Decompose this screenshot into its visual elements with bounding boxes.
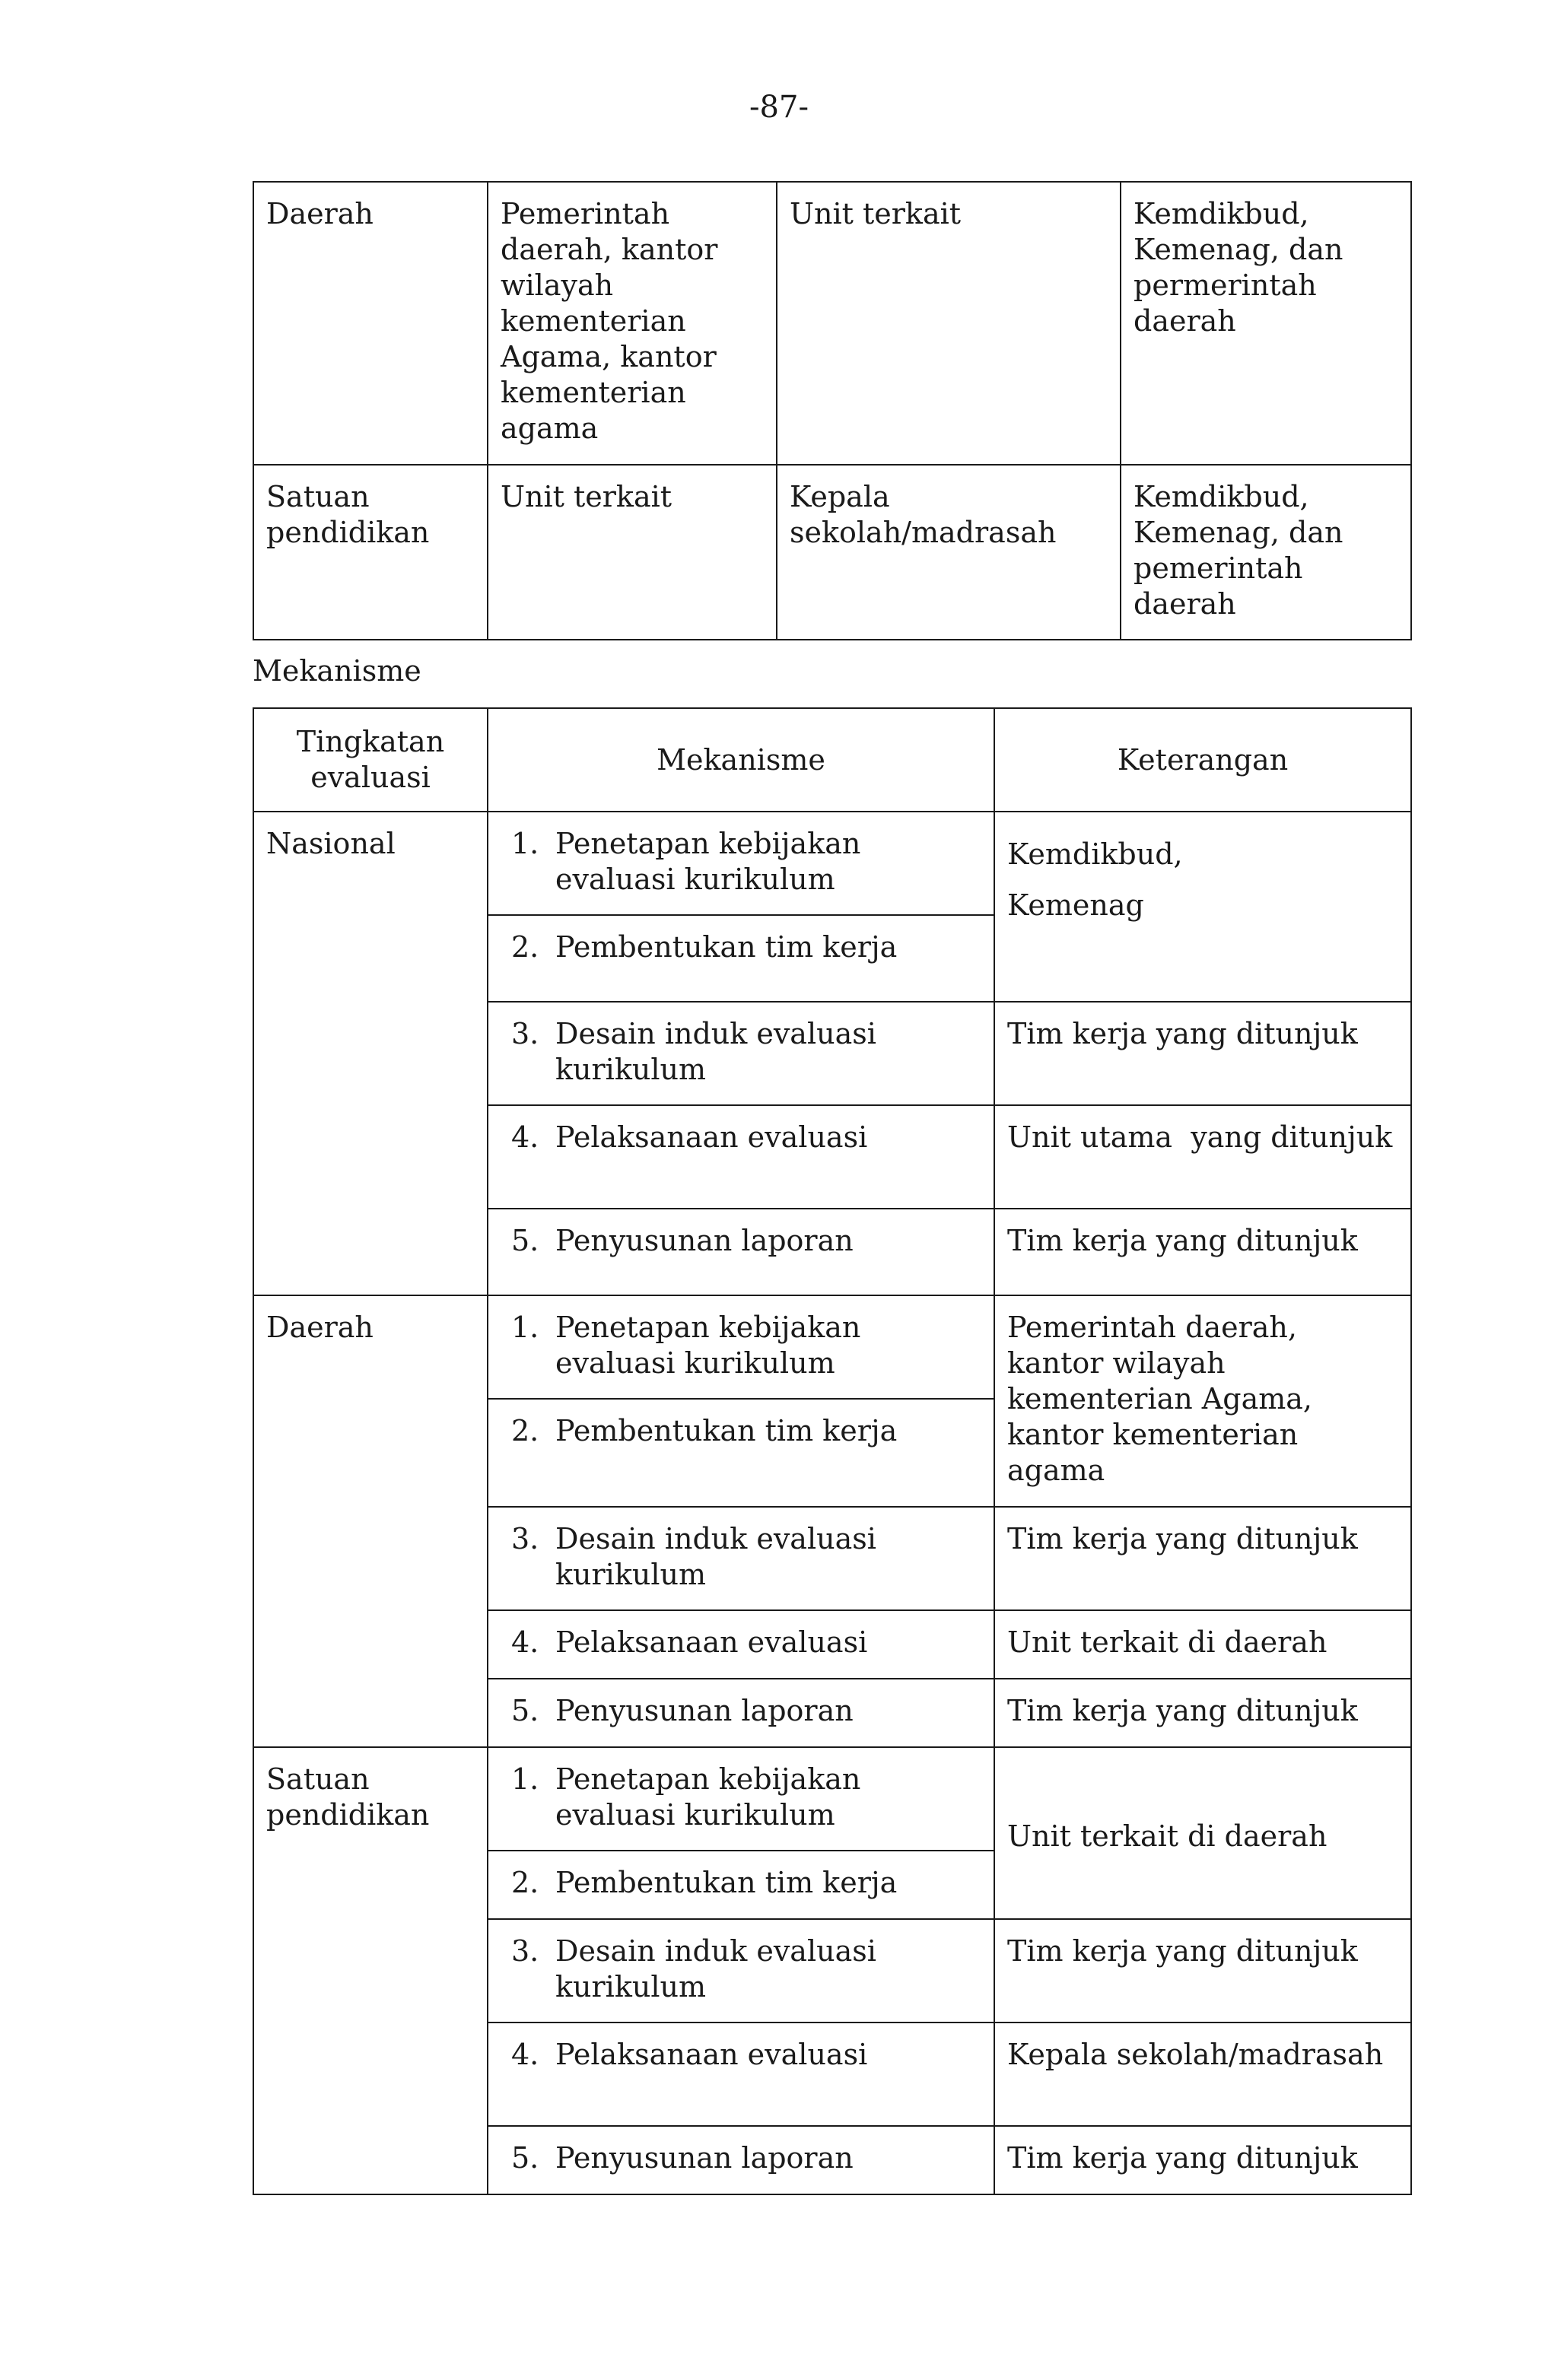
note-cell: Kepala sekolah/madrasah xyxy=(994,2023,1411,2126)
step-number: 1. xyxy=(511,1762,539,1796)
note-cell: Tim kerja yang ditunjuk xyxy=(994,1002,1411,1105)
table-cell: Unit terkait xyxy=(777,182,1121,465)
step-text: Penyusunan laporan xyxy=(555,1694,854,1727)
table-cell: Kemdikbud, Kemenag, dan pemerintah daerah xyxy=(1121,465,1411,640)
step-number: 3. xyxy=(511,1522,539,1555)
step-text: Penetapan kebijakan evaluasi kurikulum xyxy=(555,1311,861,1380)
step-text: Penetapan kebijakan evaluasi kurikulum xyxy=(555,827,861,896)
table-cell: Kemdikbud, Kemenag, dan permerintah daerah xyxy=(1121,182,1411,465)
step-number: 2. xyxy=(511,930,539,964)
note-text: Kemdikbud, xyxy=(1007,837,1183,871)
step-text: Penetapan kebijakan evaluasi kurikulum xyxy=(555,1762,861,1832)
step-text: Penyusunan laporan xyxy=(555,2141,854,2175)
column-header: Keterangan xyxy=(994,708,1411,812)
table-row xyxy=(253,812,1411,915)
step-text: Pembentukan tim kerja xyxy=(555,1414,898,1447)
step-number: 4. xyxy=(511,1625,539,1659)
note-cell: Tim kerja yang ditunjuk xyxy=(994,1209,1411,1295)
step-number: 3. xyxy=(511,1017,539,1050)
step-cell xyxy=(488,2023,994,2126)
step-cell xyxy=(488,915,994,1002)
note-text: Kemenag xyxy=(1007,888,1144,922)
level-cell: Daerah xyxy=(253,1295,488,1747)
responsibility-table xyxy=(253,181,1412,640)
step-number: 5. xyxy=(511,1224,539,1257)
step-cell xyxy=(488,1851,994,1919)
column-header: Mekanisme xyxy=(488,708,994,812)
table-cell: Satuan pendidikan xyxy=(253,465,488,640)
step-text: Pembentukan tim kerja xyxy=(555,1866,898,1899)
step-text: Pembentukan tim kerja xyxy=(555,930,898,964)
table-row xyxy=(253,465,1411,640)
note-cell: Tim kerja yang ditunjuk xyxy=(994,1679,1411,1747)
column-header: Tingkatan evaluasi xyxy=(253,708,488,812)
table-cell: Kepala sekolah/madrasah xyxy=(777,465,1121,640)
step-text: Pelaksanaan evaluasi xyxy=(555,1625,868,1659)
table-header-row xyxy=(253,708,1411,812)
step-number: 4. xyxy=(511,1120,539,1154)
step-number: 2. xyxy=(511,1414,539,1447)
note-cell: Unit terkait di daerah xyxy=(994,1747,1411,1919)
step-number: 2. xyxy=(511,1866,539,1899)
step-number: 3. xyxy=(511,1934,539,1968)
step-cell xyxy=(488,1919,994,2023)
table-row xyxy=(253,1747,1411,1851)
step-text: Penyusunan laporan xyxy=(555,1224,854,1257)
note-cell: Tim kerja yang ditunjuk xyxy=(994,2126,1411,2194)
note-cell: Pemerintah daerah, kantor wilayah kementerian Agama, kantor kementerian agama xyxy=(994,1295,1411,1507)
step-text: Pelaksanaan evaluasi xyxy=(555,1120,868,1154)
table-cell: Daerah xyxy=(253,182,488,465)
mechanism-table xyxy=(253,707,1412,2195)
note-cell xyxy=(994,812,1411,1002)
table-row xyxy=(253,1295,1411,1399)
step-number: 4. xyxy=(511,2038,539,2071)
page-number: -87- xyxy=(749,90,809,125)
step-cell xyxy=(488,1399,994,1507)
section-label: Mekanisme xyxy=(253,654,421,688)
step-cell xyxy=(488,1105,994,1209)
step-text: Desain induk evaluasi kurikulum xyxy=(555,1017,876,1086)
step-number: 1. xyxy=(511,827,539,860)
step-text: Desain induk evaluasi kurikulum xyxy=(555,1934,876,2003)
step-cell xyxy=(488,1209,994,1295)
note-cell: Tim kerja yang ditunjuk xyxy=(994,1507,1411,1610)
note-cell: Unit terkait di daerah xyxy=(994,1610,1411,1679)
level-cell: Satuan pendidikan xyxy=(253,1747,488,2194)
step-cell xyxy=(488,812,994,915)
table-cell: Unit terkait xyxy=(488,465,777,640)
step-cell xyxy=(488,1507,994,1610)
step-cell xyxy=(488,1002,994,1105)
table-row xyxy=(253,182,1411,465)
note-cell: Tim kerja yang ditunjuk xyxy=(994,1919,1411,2023)
step-number: 5. xyxy=(511,2141,539,2175)
step-cell xyxy=(488,1295,994,1399)
step-cell xyxy=(488,1679,994,1747)
note-cell: Unit utama yang ditunjuk xyxy=(994,1105,1411,1209)
level-cell: Nasional xyxy=(253,812,488,1295)
step-cell xyxy=(488,1747,994,1851)
step-number: 1. xyxy=(511,1311,539,1344)
step-cell xyxy=(488,2126,994,2194)
step-number: 5. xyxy=(511,1694,539,1727)
step-text: Desain induk evaluasi kurikulum xyxy=(555,1522,876,1591)
step-cell xyxy=(488,1610,994,1679)
step-text: Pelaksanaan evaluasi xyxy=(555,2038,868,2071)
table-cell: Pemerintah daerah, kantor wilayah kementerian Agama, kantor kementerian agama xyxy=(488,182,777,465)
